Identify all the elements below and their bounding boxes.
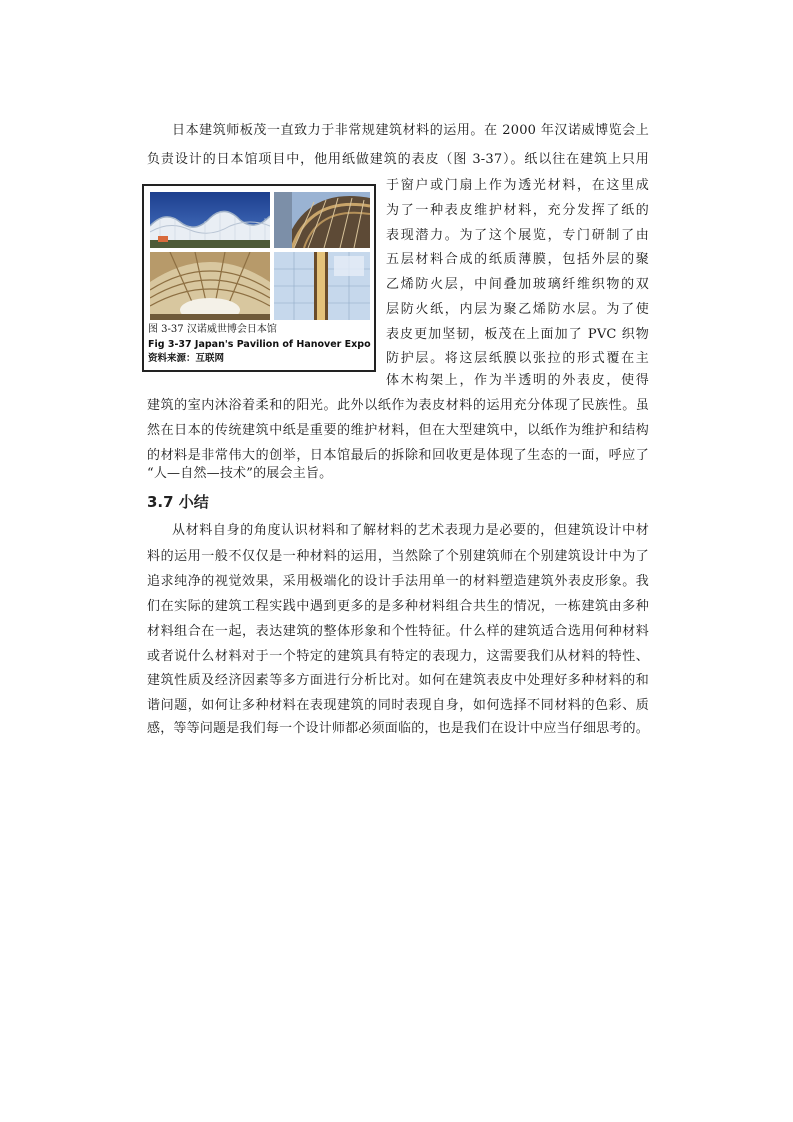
- section-heading: 3.7 小结: [147, 493, 209, 511]
- paragraph2-line-2: 料的运用一般不仅仅是一种材料的运用，当然除了个别建筑师在个别建筑设计中为了: [147, 549, 649, 564]
- figure-caption-en: Fig 3-37 Japan's Pavilion of Hanover Expo: [148, 339, 371, 350]
- paragraph1-line-10: 防护层。将这层纸膜以张拉的形式覆在主: [386, 351, 649, 366]
- paragraph2-line-8: 谐问题，如何让多种材料在表现建筑的同时表现自身，如何选择不同材料的色彩、质: [147, 698, 649, 713]
- paragraph1-line-2: 负责设计的日本馆项目中，他用纸做建筑的表皮（图 3-37）。纸以往在建筑上只用: [147, 152, 649, 167]
- paragraph2-line-6: 或者说什么材料对于一个特定的建筑具有特定的表现力，这需要我们从材料的特性、: [147, 649, 649, 664]
- paragraph2-line-7: 建筑性质及经济因素等多方面进行分析比对。如何在建筑表皮中处理好多种材料的和: [147, 673, 649, 688]
- paragraph1-line-15: “人—自然—技术”的展会主旨。: [147, 466, 333, 481]
- paragraph1-line-8: 层防火纸，内层为聚乙烯防水层。为了使: [386, 302, 649, 317]
- paragraph1-line-1: 日本建筑师板茂一直致力于非常规建筑材料的运用。在 2000 年汉诺威博览会上: [172, 123, 649, 138]
- paragraph2-line-3: 追求纯净的视觉效果，采用极端化的设计手法用单一的材料塑造建筑外表皮形象。我: [147, 574, 649, 589]
- pavilion-construction-photo: [274, 192, 370, 248]
- paragraph1-line-13: 然在日本的传统建筑中纸是重要的维护材料，但在大型建筑中，以纸作为维护和结构: [147, 423, 649, 438]
- pavilion-interior-photo: [150, 252, 270, 320]
- paragraph2-line-9: 感，等等问题是我们每一个设计师都必须面临的，也是我们在设计中应当仔细思考的。: [147, 721, 649, 736]
- figure-caption-source: 资料来源：互联网: [148, 353, 225, 364]
- pavilion-exterior-photo: [150, 192, 270, 248]
- paragraph1-line-5: 表现潜力。为了这个展览，专门研制了由: [386, 228, 649, 243]
- paragraph1-line-4: 为了一种表皮维护材料，充分发挥了纸的: [386, 203, 649, 218]
- figure-3-37: [142, 184, 376, 372]
- paragraph2-line-4: 们在实际的建筑工程实践中遇到更多的是多种材料组合共生的情况，一栋建筑由多种: [147, 599, 649, 614]
- paragraph2-line-1: 从材料自身的角度认识材料和了解材料的艺术表现力是必要的，但建筑设计中材: [172, 523, 649, 538]
- membrane-detail-photo: [274, 252, 370, 320]
- paragraph1-line-14: 的材料是非常伟大的创举，日本馆最后的拆除和回收更是体现了生态的一面，呼应了: [147, 448, 649, 463]
- paragraph1-line-7: 乙烯防火层，中间叠加玻璃纤维织物的双: [386, 277, 649, 292]
- paragraph1-line-9: 表皮更加坚韧，板茂在上面加了 PVC 织物: [386, 327, 649, 342]
- paragraph1-line-6: 五层材料合成的纸质薄膜，包括外层的聚: [386, 252, 649, 267]
- paragraph1-line-3: 于窗户或门扇上作为透光材料，在这里成: [386, 178, 649, 193]
- paragraph1-line-11: 体木构架上，作为半透明的外表皮，使得: [386, 373, 649, 388]
- figure-caption-cn: 图 3-37 汉诺威世博会日本馆: [148, 324, 277, 335]
- paragraph1-line-12: 建筑的室内沐浴着柔和的阳光。此外以纸作为表皮材料的运用充分体现了民族性。虽: [147, 398, 649, 413]
- paragraph2-line-5: 材料组合在一起，表达建筑的整体形象和个性特征。什么样的建筑适合选用何种材料: [147, 624, 649, 639]
